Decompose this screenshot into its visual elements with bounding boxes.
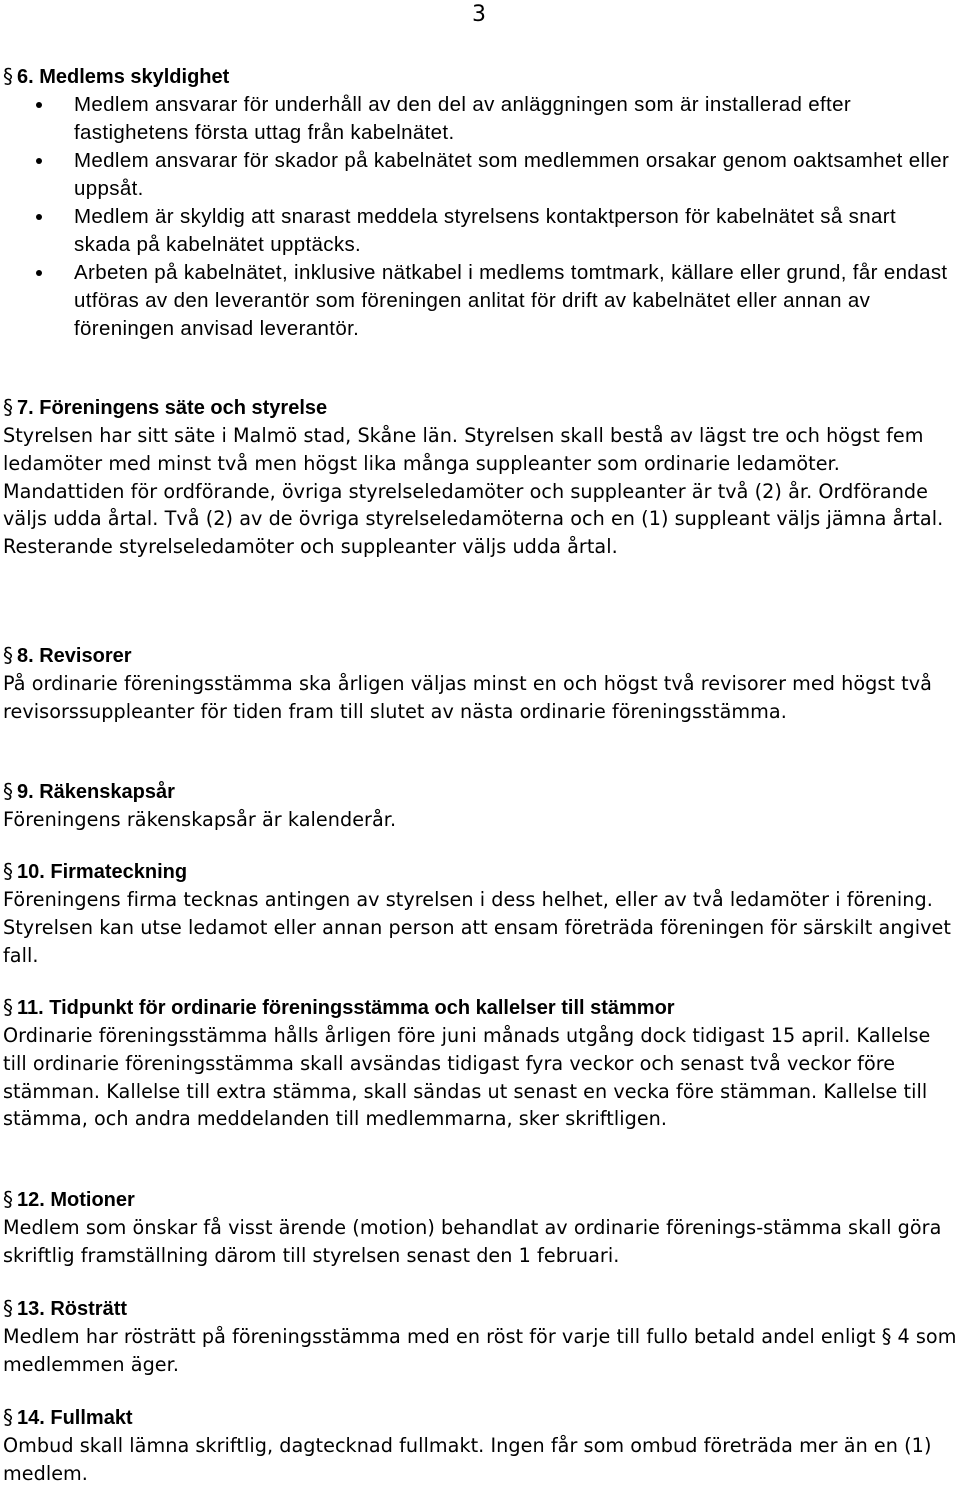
paragraph: Mandattiden för ordförande, övriga styrelseledamöter och suppleanter är två (2) år. Ordförande väljs udda årtal. Två (2) av de övriga styrelseledamöterna och en (1) suppleant väljs jämna årtal. Resterande styrelseledamöter och suppleanter väljs udda årtal.: [3, 479, 944, 559]
section-title: 6. Medlems skyldighet: [17, 66, 230, 88]
section-title: 9. Räkenskapsår: [17, 781, 175, 803]
section-heading: [3, 63, 958, 91]
section-heading: [3, 858, 958, 886]
section-title: 10. Firmateckning: [17, 861, 188, 883]
section-14: [3, 1404, 958, 1488]
section-heading: [3, 642, 958, 670]
section-title: 8. Revisorer: [17, 645, 132, 667]
section-heading: [3, 994, 958, 1022]
paragraph: På ordinarie föreningsstämma ska årligen väljas minst en och högst två revisorer med högst två revisorssuppleanter för tiden fram till slutet av nästa ordinarie föreningsstämma.: [3, 672, 932, 723]
paragraph: Ombud skall lämna skriftlig, dagtecknad fullmakt. Ingen får som ombud företräda mer än en (1) medlem.: [3, 1434, 932, 1485]
section-title: 11. Tidpunkt för ordinarie föreningsstämma och kallelser till stämmor: [17, 997, 675, 1019]
list-item: Arbeten på kabelnätet, inklusive nätkabel i medlems tomtmark, källare eller grund, får endast utföras av den leverantör som föreningen anlitat för drift av kabelnätet eller annan av föreningen anvisad leverantör.: [3, 259, 958, 343]
section-7: [3, 394, 958, 561]
section-symbol: §: [3, 779, 13, 803]
section-heading: [3, 778, 958, 806]
list-item: Medlem är skyldig att snarast meddela styrelsens kontaktperson för kabelnätet så snart skada på kabelnätet upptäcks.: [3, 203, 958, 259]
bullet-icon: [36, 270, 42, 276]
section-11: [3, 994, 958, 1133]
section-symbol: §: [3, 64, 13, 88]
section-8: [3, 642, 958, 726]
bullet-list: [3, 91, 958, 343]
page-number: 3: [472, 2, 486, 27]
section-12: [3, 1186, 958, 1270]
section-symbol: §: [3, 1405, 13, 1429]
section-symbol: §: [3, 1296, 13, 1320]
section-symbol: §: [3, 859, 13, 883]
section-heading: [3, 1404, 958, 1432]
paragraph: Medlem har rösträtt på föreningsstämma med en röst för varje till fullo betald andel enligt § 4 som medlemmen äger.: [3, 1325, 957, 1376]
section-10: [3, 858, 958, 969]
section-title: 12. Motioner: [17, 1189, 135, 1211]
section-title: 13. Rösträtt: [17, 1298, 128, 1320]
bullet-icon: [36, 158, 42, 164]
section-title: 7. Föreningens säte och styrelse: [17, 397, 328, 419]
paragraph: Föreningens firma tecknas antingen av styrelsen i dess helhet, eller av två ledamöter i förening. Styrelsen kan utse ledamot eller annan person att ensam företräda föreningen för särskilt angivet fall.: [3, 888, 951, 967]
bullet-icon: [36, 102, 42, 108]
section-13: [3, 1295, 958, 1379]
section-symbol: §: [3, 1187, 13, 1211]
bullet-icon: [36, 214, 42, 220]
section-heading: [3, 394, 958, 422]
section-6: [3, 63, 958, 343]
section-heading: [3, 1186, 958, 1214]
paragraph: Medlem som önskar få visst ärende (motion) behandlat av ordinarie förenings-stämma skall göra skriftlig framställning därom till styrelsen senast den 1 februari.: [3, 1216, 942, 1267]
section-title: 14. Fullmakt: [17, 1407, 133, 1429]
section-symbol: §: [3, 395, 13, 419]
list-item: Medlem ansvarar för skador på kabelnätet som medlemmen orsakar genom oaktsamhet eller uppsåt.: [3, 147, 958, 203]
section-symbol: §: [3, 995, 13, 1019]
section-9: [3, 778, 958, 834]
paragraph: Ordinarie föreningsstämma hålls årligen före juni månads utgång dock tidigast 15 april. Kallelse till ordinarie föreningsstämma skall avsändas tidigast fyra veckor och senast två veckor före stämman. Kallelse till extra stämma, skall sändas ut senast en vecka före stämman. Kallelse till stämma, och andra meddelanden till medlemmarna, sker skriftligen.: [3, 1024, 931, 1131]
list-item: Medlem ansvarar för underhåll av den del av anläggningen som är installerad efter fastighetens första uttag från kabelnätet.: [3, 91, 958, 147]
paragraph: Föreningens räkenskapsår är kalenderår.: [3, 808, 397, 831]
section-heading: [3, 1295, 958, 1323]
section-symbol: §: [3, 643, 13, 667]
paragraph: Styrelsen har sitt säte i Malmö stad, Skåne län. Styrelsen skall bestå av lägst tre och högst fem ledamöter med minst två men högst lika många suppleanter som ordinarie ledamöter.: [3, 424, 924, 475]
